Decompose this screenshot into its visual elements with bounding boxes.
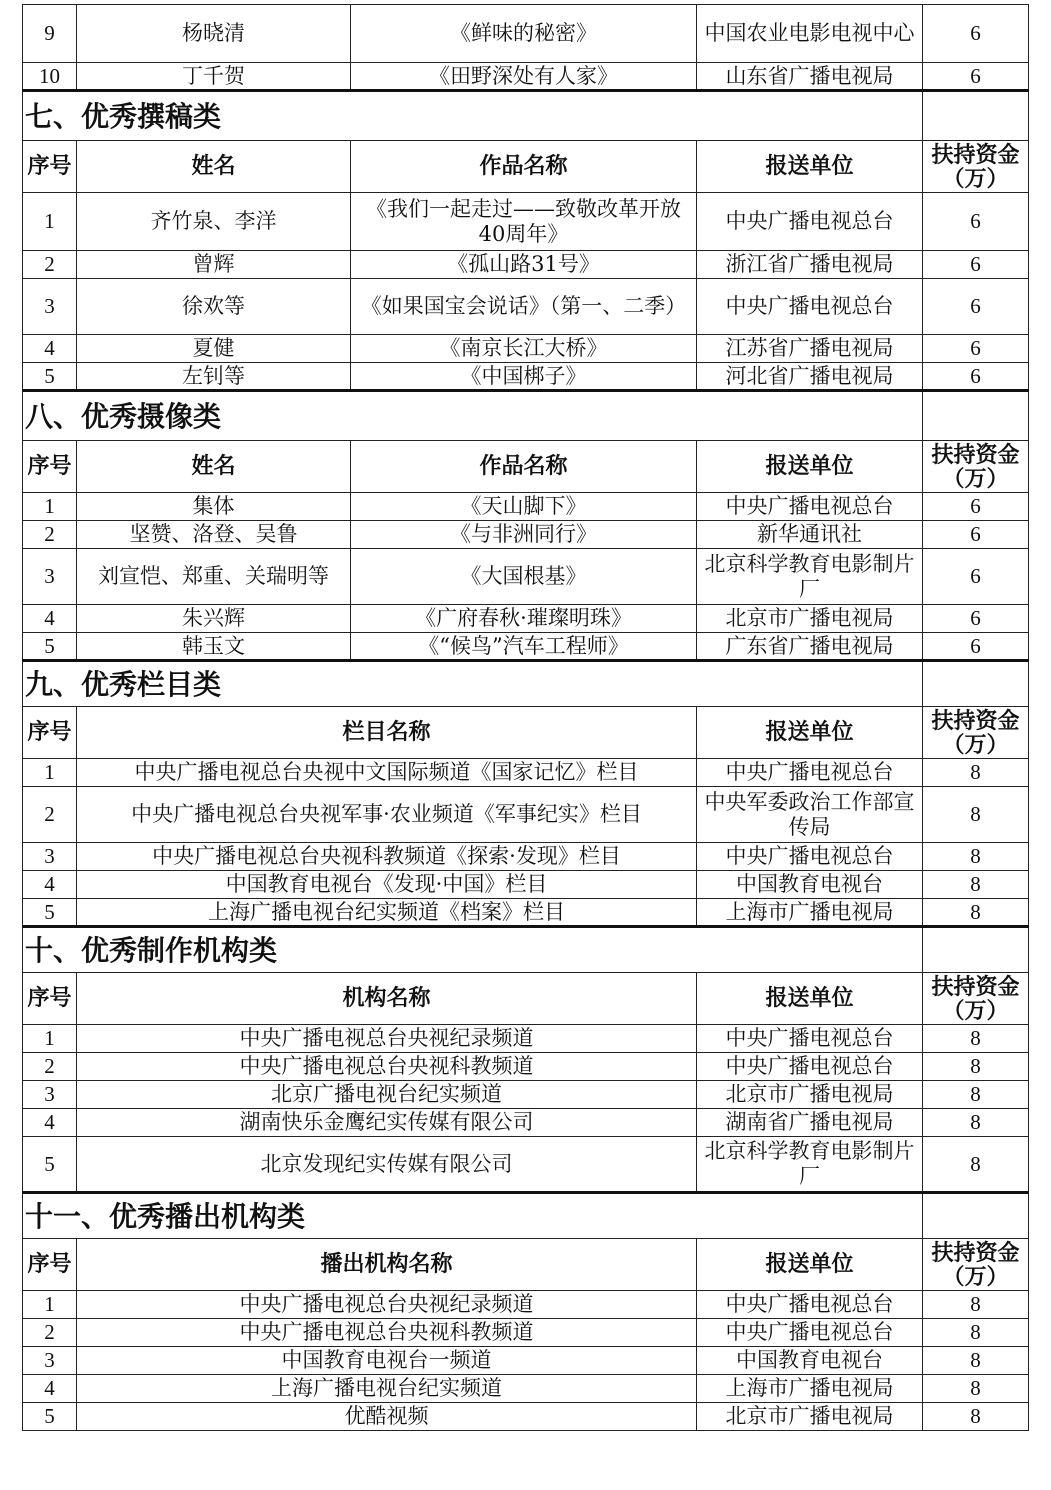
row-name: 湖南快乐金鹰纪实传媒有限公司 xyxy=(77,1109,697,1137)
row-submitting-unit: 湖南省广播电视局 xyxy=(697,1109,923,1137)
section-title-row xyxy=(23,927,1029,973)
header-name: 机构名称 xyxy=(77,973,697,1025)
header-submitting-unit: 报送单位 xyxy=(697,441,923,493)
section-title-row xyxy=(23,391,1029,441)
section-title-blank xyxy=(923,661,1029,707)
section-title: 七、优秀撰稿类 xyxy=(23,91,923,141)
table-row xyxy=(23,5,1029,63)
row-submitting-unit: 山东省广播电视局 xyxy=(697,63,923,91)
row-fund: 6 xyxy=(923,549,1029,605)
section-title-blank xyxy=(923,91,1029,141)
row-number: 4 xyxy=(23,335,77,363)
table-row xyxy=(23,1081,1029,1109)
table-row xyxy=(23,1137,1029,1193)
row-name: 坚赞、洛登、吴鲁 xyxy=(77,521,351,549)
section-title-blank xyxy=(923,1193,1029,1239)
row-work-title: 《天山脚下》 xyxy=(351,493,697,521)
row-submitting-unit: 中央广播电视总台 xyxy=(697,193,923,251)
table-row xyxy=(23,633,1029,661)
row-name: 丁千贺 xyxy=(77,63,351,91)
row-name: 优酷视频 xyxy=(77,1403,697,1431)
row-submitting-unit: 河北省广播电视局 xyxy=(697,363,923,391)
table-row xyxy=(23,1319,1029,1347)
row-number: 1 xyxy=(23,493,77,521)
table-row xyxy=(23,493,1029,521)
header-row xyxy=(23,973,1029,1025)
section-title: 九、优秀栏目类 xyxy=(23,661,923,707)
row-name: 夏健 xyxy=(77,335,351,363)
header-row xyxy=(23,1239,1029,1291)
section-title-blank xyxy=(923,391,1029,441)
row-number: 10 xyxy=(23,63,77,91)
table-row xyxy=(23,251,1029,279)
row-submitting-unit: 北京市广播电视局 xyxy=(697,1081,923,1109)
row-number: 2 xyxy=(23,1319,77,1347)
row-work-title: 《大国根基》 xyxy=(351,549,697,605)
row-submitting-unit: 上海市广播电视局 xyxy=(697,899,923,927)
row-fund: 8 xyxy=(923,1081,1029,1109)
row-number: 1 xyxy=(23,759,77,787)
row-work-title: 《如果国宝会说话》（第一、二季） xyxy=(351,279,697,335)
header-name: 栏目名称 xyxy=(77,707,697,759)
row-name: 左钊等 xyxy=(77,363,351,391)
row-submitting-unit: 中央广播电视总台 xyxy=(697,1025,923,1053)
row-number: 5 xyxy=(23,899,77,927)
table-row xyxy=(23,1375,1029,1403)
row-fund: 8 xyxy=(923,1347,1029,1375)
row-submitting-unit: 中国教育电视台 xyxy=(697,871,923,899)
row-fund: 8 xyxy=(923,759,1029,787)
row-number: 3 xyxy=(23,1347,77,1375)
header-submitting-unit: 报送单位 xyxy=(697,141,923,193)
row-name: 徐欢等 xyxy=(77,279,351,335)
table-row xyxy=(23,1347,1029,1375)
row-fund: 8 xyxy=(923,1291,1029,1319)
table-row xyxy=(23,871,1029,899)
row-name: 中国教育电视台一频道 xyxy=(77,1347,697,1375)
row-fund: 8 xyxy=(923,1319,1029,1347)
section-title-blank xyxy=(923,927,1029,973)
row-number: 4 xyxy=(23,1375,77,1403)
row-number: 3 xyxy=(23,1081,77,1109)
row-work-title: 《鲜味的秘密》 xyxy=(351,5,697,63)
row-number: 3 xyxy=(23,843,77,871)
header-row xyxy=(23,141,1029,193)
row-fund: 6 xyxy=(923,493,1029,521)
header-fund: 扶持资金（万） xyxy=(923,441,1029,493)
header-row xyxy=(23,441,1029,493)
row-submitting-unit: 广东省广播电视局 xyxy=(697,633,923,661)
row-submitting-unit: 中央军委政治工作部宣传局 xyxy=(697,787,923,843)
row-number: 4 xyxy=(23,1109,77,1137)
row-name: 中央广播电视总台央视科教频道 xyxy=(77,1053,697,1081)
row-fund: 8 xyxy=(923,899,1029,927)
table-row xyxy=(23,1403,1029,1431)
table-row xyxy=(23,899,1029,927)
row-submitting-unit: 中央广播电视总台 xyxy=(697,843,923,871)
row-submitting-unit: 新华通讯社 xyxy=(697,521,923,549)
row-fund: 8 xyxy=(923,1375,1029,1403)
row-name: 刘宣恺、郑重、关瑞明等 xyxy=(77,549,351,605)
header-number: 序号 xyxy=(23,441,77,493)
table-row xyxy=(23,363,1029,391)
header-row xyxy=(23,707,1029,759)
row-name: 中央广播电视总台央视纪录频道 xyxy=(77,1291,697,1319)
section-title: 十、优秀制作机构类 xyxy=(23,927,923,973)
row-name: 上海广播电视台纪实频道《档案》栏目 xyxy=(77,899,697,927)
row-number: 2 xyxy=(23,1053,77,1081)
row-submitting-unit: 中国农业电影电视中心 xyxy=(697,5,923,63)
row-submitting-unit: 北京科学教育电影制片厂 xyxy=(697,549,923,605)
row-fund: 8 xyxy=(923,843,1029,871)
row-number: 9 xyxy=(23,5,77,63)
row-fund: 6 xyxy=(923,279,1029,335)
row-name: 北京发现纪实传媒有限公司 xyxy=(77,1137,697,1193)
row-fund: 6 xyxy=(923,63,1029,91)
row-name: 北京广播电视台纪实频道 xyxy=(77,1081,697,1109)
row-name: 中央广播电视总台央视纪录频道 xyxy=(77,1025,697,1053)
row-number: 1 xyxy=(23,193,77,251)
row-number: 4 xyxy=(23,871,77,899)
table-row xyxy=(23,1053,1029,1081)
row-number: 1 xyxy=(23,1025,77,1053)
row-number: 5 xyxy=(23,363,77,391)
table-row xyxy=(23,843,1029,871)
header-fund: 扶持资金（万） xyxy=(923,707,1029,759)
section-title-row xyxy=(23,1193,1029,1239)
row-name: 中央广播电视总台央视科教频道《探索·发现》栏目 xyxy=(77,843,697,871)
table-row xyxy=(23,335,1029,363)
table-row xyxy=(23,1025,1029,1053)
header-number: 序号 xyxy=(23,141,77,193)
row-fund: 6 xyxy=(923,363,1029,391)
row-fund: 8 xyxy=(923,1137,1029,1193)
row-fund: 8 xyxy=(923,787,1029,843)
table-row xyxy=(23,605,1029,633)
table-row xyxy=(23,1291,1029,1319)
header-number: 序号 xyxy=(23,973,77,1025)
row-fund: 6 xyxy=(923,5,1029,63)
row-submitting-unit: 浙江省广播电视局 xyxy=(697,251,923,279)
table-row xyxy=(23,279,1029,335)
row-work-title: 《孤山路31号》 xyxy=(351,251,697,279)
row-submitting-unit: 江苏省广播电视局 xyxy=(697,335,923,363)
header-number: 序号 xyxy=(23,707,77,759)
row-name: 中央广播电视总台央视中文国际频道《国家记忆》栏目 xyxy=(77,759,697,787)
row-submitting-unit: 中央广播电视总台 xyxy=(697,1291,923,1319)
row-submitting-unit: 北京市广播电视局 xyxy=(697,605,923,633)
award-table xyxy=(22,4,1029,1431)
row-name: 上海广播电视台纪实频道 xyxy=(77,1375,697,1403)
row-fund: 6 xyxy=(923,251,1029,279)
row-number: 5 xyxy=(23,1403,77,1431)
row-number: 4 xyxy=(23,605,77,633)
header-work-title: 作品名称 xyxy=(351,441,697,493)
row-name: 中央广播电视总台央视科教频道 xyxy=(77,1319,697,1347)
row-work-title: 《“候鸟”汽车工程师》 xyxy=(351,633,697,661)
row-name: 韩玉文 xyxy=(77,633,351,661)
table-row xyxy=(23,759,1029,787)
row-fund: 6 xyxy=(923,193,1029,251)
row-number: 3 xyxy=(23,279,77,335)
section-title-row xyxy=(23,91,1029,141)
row-number: 5 xyxy=(23,1137,77,1193)
row-submitting-unit: 北京科学教育电影制片厂 xyxy=(697,1137,923,1193)
row-work-title: 《与非洲同行》 xyxy=(351,521,697,549)
row-number: 2 xyxy=(23,251,77,279)
row-submitting-unit: 北京市广播电视局 xyxy=(697,1403,923,1431)
row-name: 朱兴辉 xyxy=(77,605,351,633)
row-name: 杨晓清 xyxy=(77,5,351,63)
row-fund: 8 xyxy=(923,1053,1029,1081)
section-title: 八、优秀摄像类 xyxy=(23,391,923,441)
row-number: 5 xyxy=(23,633,77,661)
row-submitting-unit: 中国教育电视台 xyxy=(697,1347,923,1375)
row-submitting-unit: 中央广播电视总台 xyxy=(697,759,923,787)
row-submitting-unit: 中央广播电视总台 xyxy=(697,1319,923,1347)
row-name: 中央广播电视总台央视军事·农业频道《军事纪实》栏目 xyxy=(77,787,697,843)
table-row xyxy=(23,193,1029,251)
row-number: 2 xyxy=(23,787,77,843)
row-fund: 6 xyxy=(923,521,1029,549)
table-row xyxy=(23,521,1029,549)
row-number: 2 xyxy=(23,521,77,549)
row-work-title: 《田野深处有人家》 xyxy=(351,63,697,91)
row-work-title: 《中国梆子》 xyxy=(351,363,697,391)
row-fund: 8 xyxy=(923,1403,1029,1431)
table-row xyxy=(23,787,1029,843)
row-submitting-unit: 上海市广播电视局 xyxy=(697,1375,923,1403)
award-document xyxy=(22,4,1028,1431)
header-submitting-unit: 报送单位 xyxy=(697,1239,923,1291)
header-number: 序号 xyxy=(23,1239,77,1291)
table-row xyxy=(23,63,1029,91)
table-row xyxy=(23,549,1029,605)
header-name: 姓名 xyxy=(77,141,351,193)
row-work-title: 《广府春秋·璀璨明珠》 xyxy=(351,605,697,633)
row-fund: 6 xyxy=(923,633,1029,661)
row-number: 1 xyxy=(23,1291,77,1319)
header-fund: 扶持资金（万） xyxy=(923,1239,1029,1291)
header-fund: 扶持资金（万） xyxy=(923,973,1029,1025)
row-fund: 6 xyxy=(923,335,1029,363)
row-work-title: 《我们一起走过——致敬改革开放40周年》 xyxy=(351,193,697,251)
row-submitting-unit: 中央广播电视总台 xyxy=(697,493,923,521)
row-fund: 8 xyxy=(923,1025,1029,1053)
row-number: 3 xyxy=(23,549,77,605)
row-submitting-unit: 中央广播电视总台 xyxy=(697,1053,923,1081)
header-name: 播出机构名称 xyxy=(77,1239,697,1291)
row-name: 曾辉 xyxy=(77,251,351,279)
row-fund: 6 xyxy=(923,605,1029,633)
row-fund: 8 xyxy=(923,871,1029,899)
row-submitting-unit: 中央广播电视总台 xyxy=(697,279,923,335)
row-name: 齐竹泉、李洋 xyxy=(77,193,351,251)
header-name: 姓名 xyxy=(77,441,351,493)
table-row xyxy=(23,1109,1029,1137)
row-fund: 8 xyxy=(923,1109,1029,1137)
row-work-title: 《南京长江大桥》 xyxy=(351,335,697,363)
header-submitting-unit: 报送单位 xyxy=(697,707,923,759)
header-work-title: 作品名称 xyxy=(351,141,697,193)
section-title-row xyxy=(23,661,1029,707)
row-name: 中国教育电视台《发现·中国》栏目 xyxy=(77,871,697,899)
header-fund: 扶持资金（万） xyxy=(923,141,1029,193)
row-name: 集体 xyxy=(77,493,351,521)
header-submitting-unit: 报送单位 xyxy=(697,973,923,1025)
section-title: 十一、优秀播出机构类 xyxy=(23,1193,923,1239)
